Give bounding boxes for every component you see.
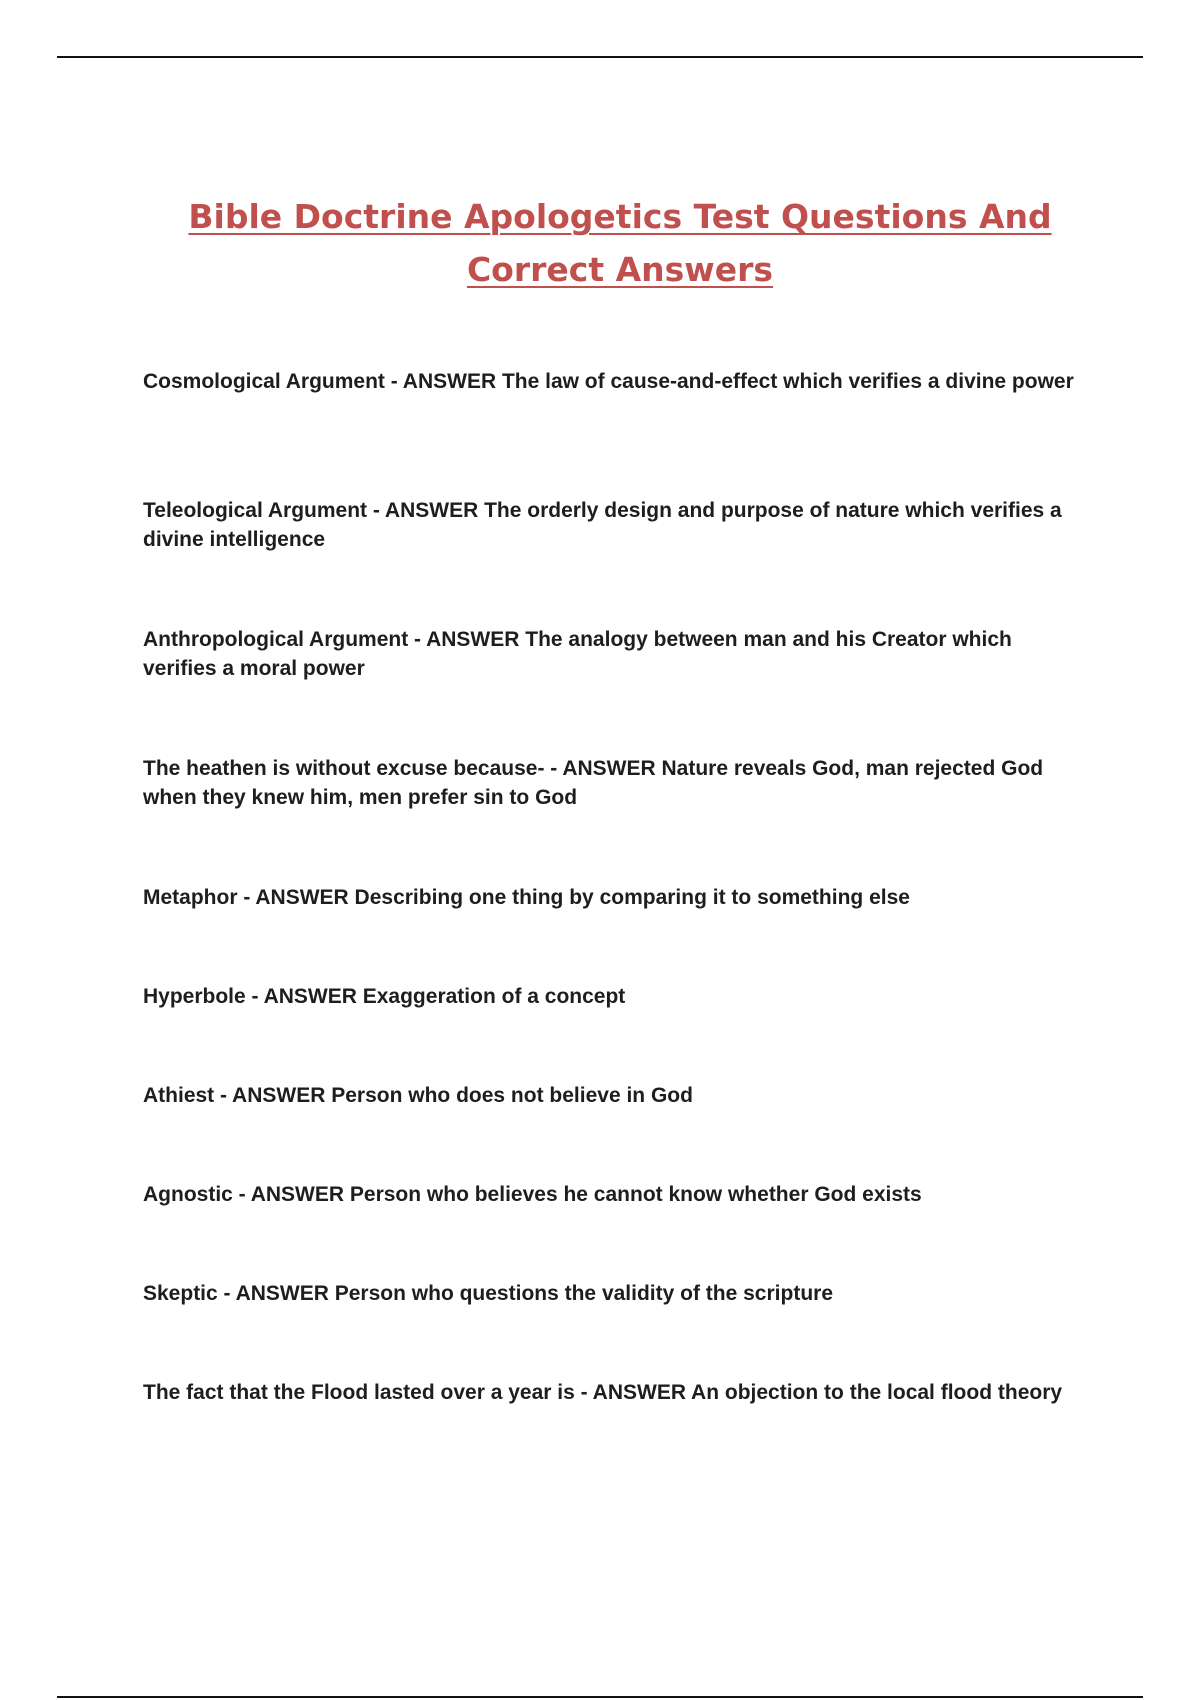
- qa-item-hyperbole: Hyperbole - ANSWER Exaggeration of a concept: [143, 985, 626, 1008]
- document-title: [140, 190, 1100, 296]
- qa-item-heathen: The heathen is without excuse because- - ANSWER Nature reveals God, man rejected God when they knew him, men prefer sin to God: [143, 757, 1044, 809]
- footer-rule: [57, 1696, 1143, 1698]
- header-rule: [57, 56, 1143, 58]
- qa-item-flood: The fact that the Flood lasted over a year is - ANSWER An objection to the local flood theory: [143, 1381, 1063, 1404]
- qa-item-metaphor: Metaphor - ANSWER Describing one thing by comparing it to something else: [143, 886, 910, 909]
- qa-item-cosmological: Cosmological Argument - ANSWER The law of cause-and-effect which verifies a divine power: [143, 370, 1074, 393]
- title-line-2: Correct Answers: [466, 250, 774, 289]
- qa-item-skeptic: Skeptic - ANSWER Person who questions the validity of the scripture: [143, 1282, 833, 1305]
- qa-item-teleological: Teleological Argument - ANSWER The orderly design and purpose of nature which verifies a divine intelligence: [143, 499, 1062, 551]
- qa-item-agnostic: Agnostic - ANSWER Person who believes he cannot know whether God exists: [143, 1183, 922, 1206]
- qa-list: [143, 367, 1083, 1507]
- qa-item-athiest: Athiest - ANSWER Person who does not believe in God: [143, 1084, 693, 1107]
- qa-item-anthropological: Anthropological Argument - ANSWER The analogy between man and his Creator which verifies a moral power: [143, 628, 1012, 680]
- title-line-1: Bible Doctrine Apologetics Test Questions And: [188, 197, 1052, 236]
